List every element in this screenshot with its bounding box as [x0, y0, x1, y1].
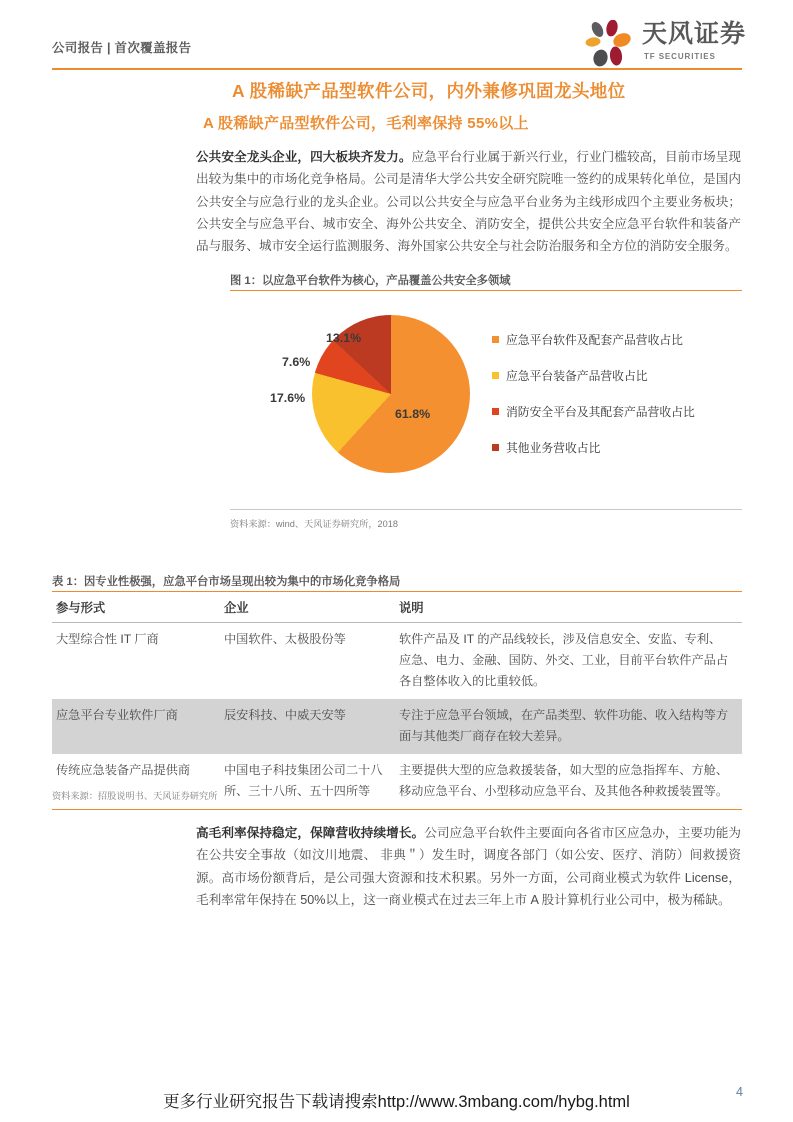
section-subtitle: A 股稀缺产品型软件公司，毛利率保持 55%以上 [203, 115, 529, 132]
cell-company: 中国电子科技集团公司二十八所、三十八所、五十四所等 [220, 754, 395, 810]
figure-source: 资料来源：wind、天风证券研究所，2018 [230, 519, 398, 529]
intro-lead-in: 公共安全龙头企业，四大板块齐发力。 [196, 150, 412, 164]
margin-lead-in: 高毛利率保持稳定，保障营收持续增长。 [196, 826, 425, 840]
legend-swatch-icon-1 [492, 372, 499, 379]
pie-label-0: 61.8% [395, 407, 431, 421]
table-source: 资料来源：招股说明书、天风证券研究所 [52, 791, 218, 801]
margin-body-text: 公司应急平台软件主要面向各省市区应急办，主要功能为在公共安全事故（如汶川地震、 非典＂）发生时，调度各部门（如公安、医疗、消防）间救援资源。高市场份额背后，是公司强大资源和技术积累。另外一方面，公司商业模式为软件 License，毛利率常年保持在 50%以上，这一商业模式在过去三年上市 A 股计算机行业公司中，极为稀缺。 [196, 826, 742, 907]
figure-caption: 图 1：以应急平台软件为核心，产品覆盖公共安全多领域 [230, 275, 511, 287]
brand-logo [584, 20, 747, 72]
intro-paragraph [196, 146, 741, 257]
page-title: A 股稀缺产品型软件公司，内外兼修巩固龙头地位 [232, 81, 626, 101]
header-divider [52, 68, 742, 70]
tf-petal-logo-icon [584, 20, 638, 70]
cell-form: 传统应急装备产品提供商 [52, 754, 220, 810]
table-header-note: 说明 [395, 592, 742, 623]
cell-note: 专注于应急平台领域，在产品类型、软件功能、收入结构等方面与其他类厂商存在较大差异。 [395, 699, 742, 754]
legend-item-3 [492, 429, 742, 465]
table-header-row [52, 592, 742, 623]
legend-label-0: 应急平台软件及配套产品营收占比 [506, 332, 683, 347]
pie-label-1: 17.6% [270, 391, 306, 405]
pie-chart [230, 295, 742, 507]
report-type-label: 公司报告 | 首次覆盖报告 [52, 41, 192, 55]
table-header-company: 企业 [220, 592, 395, 623]
pie-label-3: 13.1% [326, 331, 362, 345]
cell-form: 大型综合性 IT 厂商 [56, 632, 159, 646]
table-header-form: 参与形式 [52, 592, 220, 623]
table-row [52, 623, 742, 700]
pie-label-2: 7.6% [282, 355, 311, 369]
cell-company: 中国软件、太极股份等 [224, 632, 346, 646]
gross-margin-paragraph [196, 822, 741, 911]
cell-note: 软件产品及 IT 的产品线较长，涉及信息安全、安监、专利、应急、电力、金融、国防、外交、工业，目前平台软件产品占各自整体收入的比重较低。 [399, 632, 729, 688]
table-row [52, 699, 742, 754]
legend-swatch-icon-0 [492, 336, 499, 343]
cell-form: 应急平台专业软件厂商 [52, 699, 220, 754]
legend-label-3: 其他业务营收占比 [506, 440, 601, 455]
figure-bottom-rule [230, 509, 742, 510]
intro-body-text: 应急平台行业属于新兴行业，行业门槛较高，目前市场呈现出较为集中的市场化竞争格局。公司是清华大学公共安全研究院唯一签约的成果转化单位，是国内公共安全与应急行业的龙头企业。公司以公共安全与应急平台业务为主线形成四个主要业务板块；公共安全与应急平台、城市安全、海外公共安全、消防安全，提供公共安全应急平台软件和装备产品与服务、城市安全运行监测服务、海外国家公共安全与社会防治服务和全方位的消防安全服务。 [196, 150, 742, 254]
legend-item-2 [492, 393, 742, 429]
chart-legend [492, 321, 742, 465]
footer-promo-text: 更多行业研究报告下载请搜索http://www.3mbang.com/hybg.html [163, 1093, 630, 1111]
legend-swatch-icon-2 [492, 408, 499, 415]
competition-table [52, 592, 742, 810]
cell-note: 主要提供大型的应急救援装备，如大型的应急指挥车、方舱、移动应急平台、小型移动应急平台、及其他各种救援装置等。 [395, 754, 742, 810]
table-caption: 表 1：因专业性极强，应急平台市场呈现出较为集中的市场化竞争格局 [52, 576, 401, 588]
legend-item-0 [492, 321, 742, 357]
brand-name-en: TF SECURITIES [644, 52, 716, 61]
legend-label-2: 消防安全平台及其配套产品营收占比 [506, 404, 695, 419]
legend-item-1 [492, 357, 742, 393]
page-number: 4 [736, 1085, 743, 1099]
legend-swatch-icon-3 [492, 444, 499, 451]
legend-label-1: 应急平台装备产品营收占比 [506, 368, 648, 383]
brand-name-cn: 天风证券 [642, 20, 747, 48]
figure-top-rule [230, 290, 742, 291]
cell-company: 辰安科技、中威天安等 [220, 699, 395, 754]
